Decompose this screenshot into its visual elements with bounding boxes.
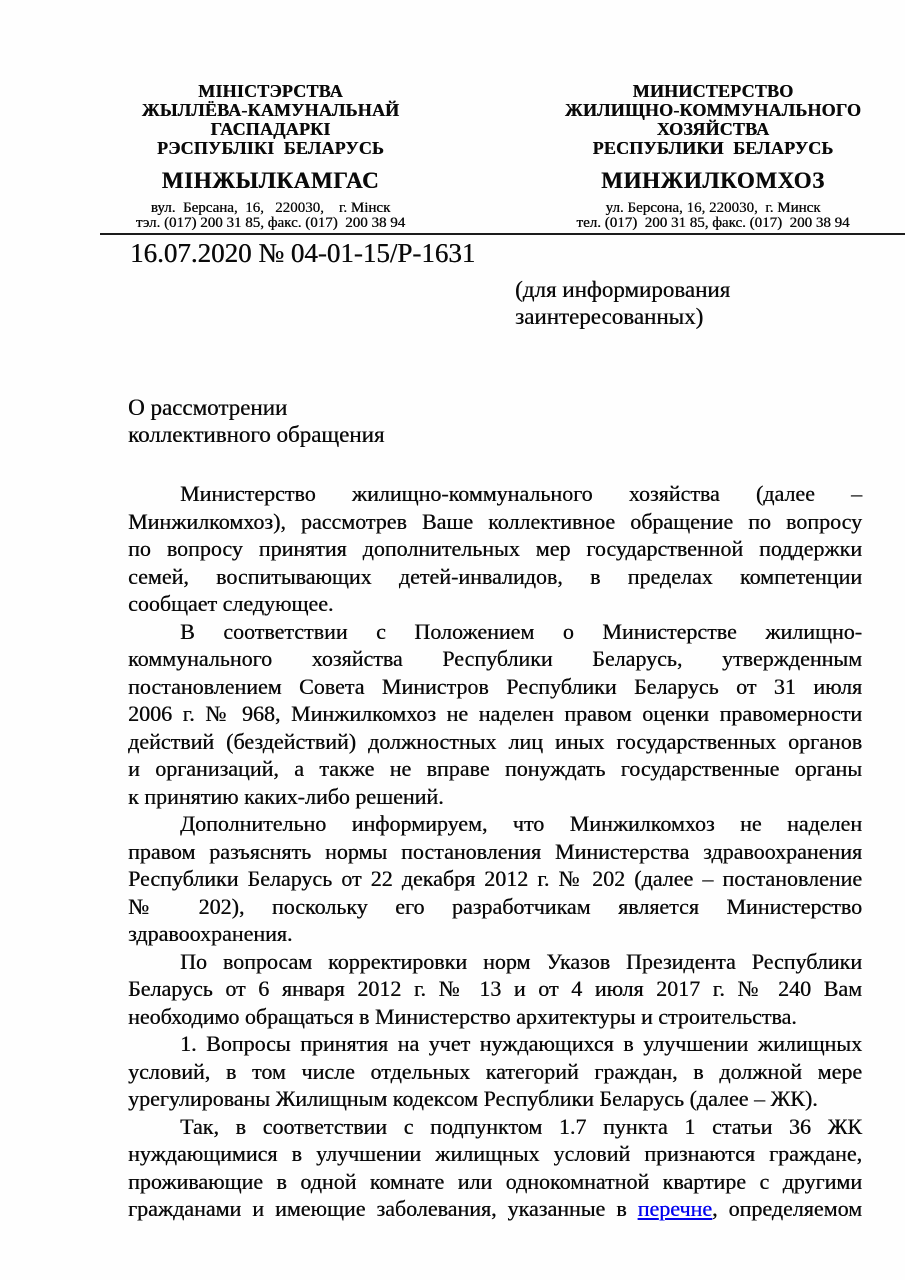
body-line: урегулированы Жилищным кодексом Республики Беларусь (далее – ЖК). [128, 1086, 818, 1111]
org-name-line: РЕСПУБЛИКИ БЕЛАРУСЬ [592, 138, 834, 158]
body-line: коммунального хозяйства Республики Беларусь, утвержденным [128, 646, 862, 671]
body-line: нуждающимися в улучшении жилищных условий признаются граждане, [128, 1141, 862, 1166]
body-line: 1. Вопросы принятия на учет нуждающихся в улучшении жилищных [180, 1031, 862, 1056]
body-line: условий, в том числе отдельных категорий граждан, в должной мере [128, 1058, 862, 1084]
body-line: необходимо обращаться в Министерство архитектуры и строительства. [128, 1003, 797, 1029]
perechne-link[interactable]: перечне [637, 1196, 712, 1221]
org-name-line: МИНИСТЕРСТВО [632, 81, 794, 101]
org-short-name: МИНЖИЛКОМХОЗ [601, 168, 825, 193]
body-text-segment: , определяемом [711, 1196, 862, 1221]
org-name-line: МІНІСТЭРСТВА [198, 81, 343, 101]
org-name-line: ГАСПАДАРКІ [210, 119, 331, 139]
body-line: Дополнительно информируем, что Минжилкомхоз не наделен [180, 811, 862, 836]
body-line: и организаций, а также не вправе понуждать государственные органы [128, 756, 862, 781]
org-name-line: РЭСПУБЛІКІ БЕЛАРУСЬ [156, 138, 385, 158]
recipient-note-line: заинтересованных) [515, 304, 704, 329]
reference-date-number: 16.07.2020 № 04-01-15/Р-1631 [130, 238, 476, 268]
subject-line: О рассмотрении [128, 395, 288, 420]
subject-line: коллективного обращения [128, 422, 385, 447]
body-line: Республики Беларусь от 22 декабря 2012 г. № 202 (далее – постановление [128, 866, 862, 891]
body-line: Минжилкомхоз), рассмотрев Ваше коллективное обращение по вопросу [128, 508, 862, 534]
body-line: № 202), поскольку его разработчикам является Министерство [128, 893, 862, 919]
body-line: По вопросам корректировки норм Указов Президента Республики [180, 948, 862, 974]
body-line: по вопросу принятия дополнительных мер государственной поддержки [128, 536, 862, 561]
body-line: Так, в соответствии с подпунктом 1.7 пункта 1 статьи 36 ЖК [180, 1113, 862, 1139]
org-short-name: МІНЖЫЛКАМГАС [161, 168, 380, 193]
letterhead-russian [548, 82, 878, 231]
body-line [128, 1195, 862, 1223]
letter-body [128, 480, 862, 1223]
org-name-line: ЖЫЛЛЁВА-КАМУНАЛЬНАЙ [141, 100, 400, 120]
body-line: правом разъяснять нормы постановления Министерства здравоохранения [128, 838, 862, 864]
recipient-note [515, 276, 730, 330]
body-line: действий (бездействий) должностных лиц иных государственных органов [128, 728, 862, 754]
body-line: проживающие в одной комнате или однокомнатной квартире с другими [128, 1168, 862, 1194]
letterhead-belarusian [98, 82, 443, 231]
recipient-note-line: (для информирования [515, 277, 731, 302]
org-address: ул. Берсона, 16, 220030, г. Минск [605, 200, 821, 216]
org-phone: тел. (017) 200 31 85, факс. (017) 200 38 94 [576, 215, 850, 231]
body-line: здравоохранения. [128, 921, 293, 946]
org-phone: тэл. (017) 200 31 85, факс. (017) 200 38 94 [135, 215, 406, 231]
org-name-line: ЖИЛИЩНО-КОММУНАЛЬНОГО [564, 100, 862, 120]
body-text-segment: гражданами и имеющие заболевания, указанные в [128, 1196, 638, 1221]
body-line: Министерство жилищно-коммунального хозяйства (далее – [180, 481, 862, 506]
body-line: к принятию каких-либо решений. [128, 783, 444, 809]
body-line: В соответствии с Положением о Министерстве жилищно- [180, 618, 862, 644]
body-line: Беларусь от 6 января 2012 г. № 13 и от 4 июля 2017 г. № 240 Вам [128, 976, 862, 1001]
body-line: сообщает следующее. [128, 591, 334, 616]
org-address: вул. Берсана, 16, 220030, г. Мінск [150, 200, 391, 216]
body-line: 2006 г. № 968, Минжилкомхоз не наделен правом оценки правомерности [128, 701, 862, 726]
body-line: постановлением Совета Министров Республики Беларусь от 31 июля [128, 673, 862, 699]
org-name-line: ХОЗЯЙСТВА [656, 119, 770, 139]
subject-block [128, 394, 384, 448]
body-line: семей, воспитывающих детей-инвалидов, в пределах компетенции [128, 563, 862, 589]
header-divider [100, 233, 905, 235]
